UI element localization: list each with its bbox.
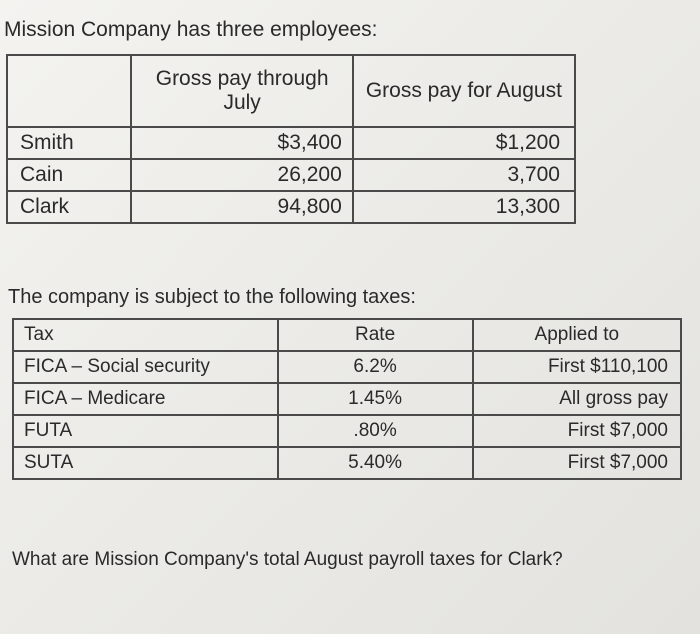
gross-august: $1,200 <box>353 127 575 159</box>
header-cell: Tax <box>13 319 278 351</box>
employee-header-row <box>7 55 575 127</box>
tax-rate: 6.2% <box>278 351 473 383</box>
question-text: What are Mission Company's total August payroll taxes for Clark? <box>12 549 563 570</box>
gross-july: 26,200 <box>131 159 352 191</box>
table-row <box>7 159 575 191</box>
table-row <box>7 191 575 223</box>
tax-rate: .80% <box>278 415 473 447</box>
tax-applied: First $7,000 <box>473 415 681 447</box>
taxes-intro: The company is subject to the following taxes: <box>8 286 416 308</box>
table-row <box>13 351 681 383</box>
table-row <box>7 127 575 159</box>
tax-applied: All gross pay <box>473 383 681 415</box>
header-cell: Gross pay through July <box>131 55 352 127</box>
tax-name: FUTA <box>13 415 278 447</box>
tax-name: FICA – Social security <box>13 351 278 383</box>
employee-name: Cain <box>7 159 131 191</box>
tax-name: FICA – Medicare <box>13 383 278 415</box>
employee-name: Smith <box>7 127 131 159</box>
employee-table <box>6 54 576 224</box>
employees-intro: Mission Company has three employees: <box>4 18 378 41</box>
tax-rate: 5.40% <box>278 447 473 479</box>
employee-name: Clark <box>7 191 131 223</box>
tax-rate: 1.45% <box>278 383 473 415</box>
header-cell: Rate <box>278 319 473 351</box>
tax-applied: First $110,100 <box>473 351 681 383</box>
tax-applied: First $7,000 <box>473 447 681 479</box>
header-cell: Gross pay for August <box>353 55 575 127</box>
table-row <box>13 447 681 479</box>
gross-july: $3,400 <box>131 127 352 159</box>
gross-august: 3,700 <box>353 159 575 191</box>
table-row <box>13 383 681 415</box>
gross-august: 13,300 <box>353 191 575 223</box>
gross-july: 94,800 <box>131 191 352 223</box>
tax-header-row <box>13 319 681 351</box>
tax-table <box>12 318 682 480</box>
header-cell <box>7 55 131 127</box>
header-cell: Applied to <box>473 319 681 351</box>
tax-name: SUTA <box>13 447 278 479</box>
table-row <box>13 415 681 447</box>
